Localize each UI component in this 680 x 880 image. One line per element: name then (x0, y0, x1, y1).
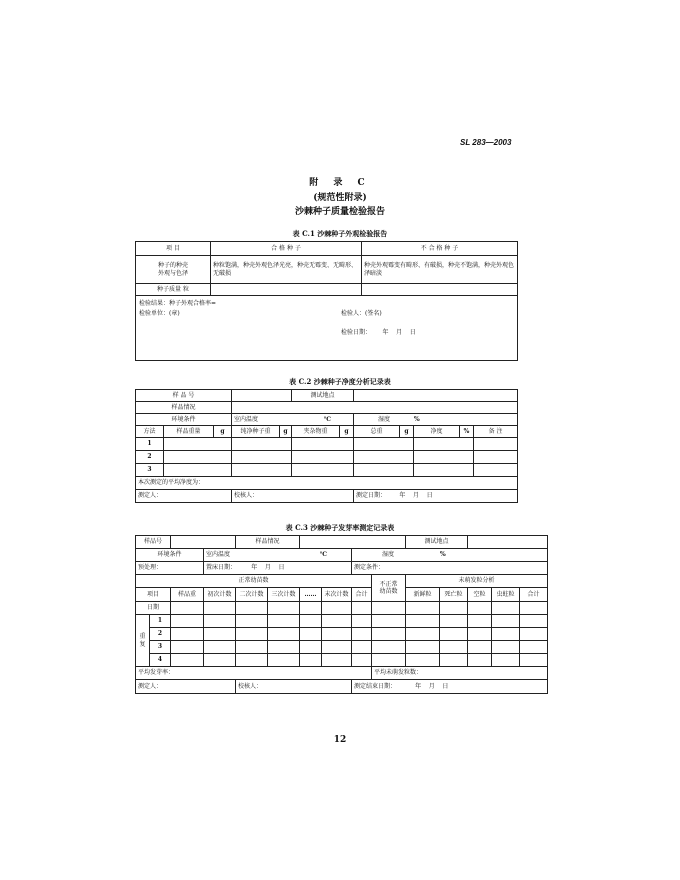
c3-replicate-label: 重复 (136, 615, 150, 667)
c3-humidity-unit: % (439, 551, 446, 559)
c1-header-item: 项 目 (136, 242, 211, 256)
c3-room-temp-label: 室内温度 (206, 551, 231, 559)
c2-sample-no-label: 样 品 号 (136, 390, 232, 402)
c3-test-place-label: 测试地点 (406, 536, 468, 549)
table-c2-caption: 表 C.2 沙棘种子净度分析记录表 (289, 377, 391, 386)
c3-abnormal-label: 不正常 幼苗数 (372, 575, 406, 602)
c3-ungerminated-label: 未萌发粒分析 (406, 575, 548, 588)
c2-col-method: 方法 (136, 426, 164, 438)
c3-avg-ungerm: 平均未萌发粒数： (372, 667, 548, 680)
c2-test-place-label: 测试地点 (292, 390, 354, 402)
c3-rep-3: 3 (150, 641, 171, 654)
c2-humidity-label: 湿度 (378, 415, 391, 423)
c3-room-temp (204, 549, 352, 562)
table-c3 (135, 535, 548, 694)
c3-col-first-count: 初次计数 (204, 588, 236, 602)
c2-humidity-unit: % (413, 415, 420, 423)
c3-date-row-label: 日期 (136, 602, 171, 615)
table-c2 (135, 389, 518, 503)
c2-sample-status-label: 样品情况 (136, 402, 232, 414)
c2-col-remarks: 备 注 (474, 426, 518, 438)
c1-result-rate: 检验结果：种子外观合格率= (139, 300, 217, 307)
c2-col-impurity-weight-unit: g (340, 426, 354, 438)
c2-measurer: 测定人： (136, 490, 232, 503)
c2-env-label: 环境条件 (136, 414, 232, 426)
c3-col-second-count: 二次计数 (236, 588, 268, 602)
c3-measurer: 测定人： (136, 680, 236, 694)
c1-row-weight-label: 种子质量 粒 (136, 284, 211, 296)
c3-col-item: 项目 (136, 588, 171, 602)
table-c3-caption: 表 C.3 沙棘种子发芽率测定记录表 (285, 523, 395, 532)
standard-code: SL 283—2003 (460, 138, 512, 147)
c2-col-impurity-weight: 夹杂物重 (292, 426, 340, 438)
c2-room-temp-label: 室内温度 (234, 415, 259, 423)
c2-checker: 校核人： (232, 490, 354, 503)
appendix-note: (规范性附录) (313, 193, 367, 203)
page-number: 12 (333, 735, 347, 745)
c2-rep-1: 1 (136, 438, 164, 451)
c3-end-date: 测定结束日期： 年 月 日 (352, 680, 548, 694)
c3-rep-1: 1 (150, 615, 171, 628)
c2-rep-3: 3 (136, 464, 164, 477)
c2-col-total-weight: 总重 (354, 426, 400, 438)
c3-col-total: 合计 (352, 588, 372, 602)
table-c1 (135, 241, 518, 361)
c2-temp-unit: ℃ (323, 415, 332, 423)
c2-sample-no-value (232, 390, 292, 402)
c3-sample-no-value (171, 536, 236, 549)
table-c1-caption: 表 C.1 沙棘种子外观检验报告 (292, 229, 388, 238)
c2-col-pure-weight-unit: g (280, 426, 292, 438)
c2-test-place-value (354, 390, 518, 402)
c1-row-weight-qualified (211, 284, 362, 296)
c3-rep-2: 2 (150, 628, 171, 641)
c1-header-qualified: 合 格 种 子 (211, 242, 362, 256)
c3-normal-count-label: 正常幼苗数 (136, 575, 372, 588)
c3-col-final-count: 末次计数 (322, 588, 352, 602)
c2-sample-status-value (232, 402, 518, 414)
c3-test-cond: 测定条件： (352, 562, 548, 575)
c2-col-sample-weight: 样品重量 (164, 426, 214, 438)
c2-col-total-weight-unit: g (400, 426, 414, 438)
c3-humidity (352, 549, 548, 562)
c3-test-place-value (468, 536, 548, 549)
c1-footer (136, 296, 518, 361)
c1-row-appearance-unqualified: 种壳外观霉变有畸形、有破损，种壳不饱满，种壳外观色泽暗淡 (362, 256, 518, 284)
appendix-title: 附 录 C (309, 178, 371, 188)
c3-col-total2: 合计 (520, 588, 548, 602)
c1-row-appearance-qualified: 种粒饱满，种壳外观色泽光亮，种壳无霉变、无畸形、无破损 (211, 256, 362, 284)
c3-humidity-label: 湿度 (382, 551, 395, 559)
c3-col-dead: 死亡粒 (440, 588, 468, 602)
appendix-subtitle: 沙棘种子质量检验报告 (294, 207, 385, 217)
c3-sample-no-label: 样品号 (136, 536, 171, 549)
c3-col-ellipsis: …… (300, 588, 322, 602)
c3-col-third-count: 三次计数 (268, 588, 300, 602)
c2-col-pure-weight: 纯净种子重 (232, 426, 280, 438)
c3-sample-status-value (300, 536, 406, 549)
c3-env-label: 环境条件 (136, 549, 204, 562)
c3-checker: 校核人： (236, 680, 352, 694)
c3-col-fresh: 新鲜粒 (406, 588, 440, 602)
c2-average-purity: 本次测定的平均净度为： (136, 477, 518, 490)
c3-temp-unit: ℃ (319, 551, 328, 559)
c3-rep-4: 4 (150, 654, 171, 667)
c2-col-sample-weight-unit: g (214, 426, 232, 438)
c3-col-sample-weight: 样品重 (171, 588, 204, 602)
c3-pretreat: 预处理： (136, 562, 204, 575)
c3-sample-status-label: 样品情况 (236, 536, 300, 549)
c3-col-empty: 空粒 (468, 588, 492, 602)
c1-unit: 检验单位：(章) (139, 310, 180, 317)
c1-header-unqualified: 不 合 格 种 子 (362, 242, 518, 256)
c1-inspector: 检验人：(签名) (341, 310, 382, 317)
c3-col-insect: 虫蛀粒 (492, 588, 520, 602)
c2-humidity (354, 414, 518, 426)
c2-col-purity-unit: % (460, 426, 474, 438)
c2-room-temp (232, 414, 354, 426)
c1-row-appearance-label: 种子的种壳 外观与色泽 (136, 256, 211, 284)
c1-row-weight-unqualified (362, 284, 518, 296)
c3-avg-rate: 平均发芽率： (136, 667, 372, 680)
c2-date: 测定日期： 年 月 日 (354, 490, 518, 503)
c1-date: 检验日期： 年 月 日 (341, 329, 416, 336)
c3-place-date: 置床日期： 年 月 日 (204, 562, 352, 575)
c2-rep-2: 2 (136, 451, 164, 464)
c2-col-purity: 净度 (414, 426, 460, 438)
